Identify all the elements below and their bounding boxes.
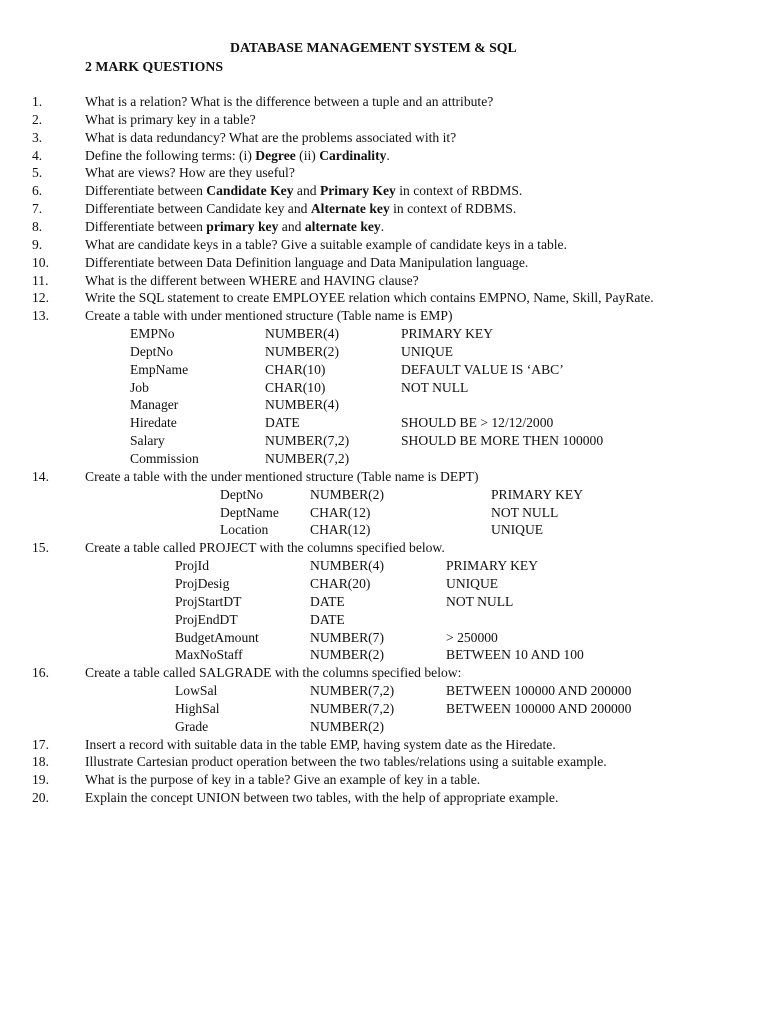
question-number: 20.	[32, 790, 49, 806]
column-name: MaxNoStaff	[175, 647, 243, 663]
text-run: What are views? How are they useful?	[85, 165, 295, 181]
text-run: Create a table called SALGRADE with the columns specified below:	[85, 665, 462, 681]
text-run: Illustrate Cartesian product operation between the two tables/relations using a suitable example.	[85, 754, 607, 770]
question-text	[85, 539, 445, 557]
page-title: DATABASE MANAGEMENT SYSTEM & SQL	[230, 40, 517, 55]
bold-term: alternate key	[304, 218, 381, 234]
text-run: What is data redundancy? What are the problems associated with it?	[85, 129, 457, 145]
question-number: 5.	[32, 165, 43, 181]
column-type: NUMBER(7)	[310, 629, 385, 645]
question-number: 17.	[32, 736, 49, 752]
text-run: What is primary key in a table?	[85, 111, 256, 127]
text-run: What is a relation? What is the difference between a tuple and an attribute?	[85, 94, 494, 109]
column-name: ProjEndDT	[175, 611, 238, 627]
text-run: Create a table with the under mentioned structure (Table name is DEPT)	[85, 468, 479, 484]
column-type: CHAR(20)	[310, 575, 371, 591]
column-name: EmpName	[130, 361, 189, 377]
column-name: Commission	[130, 451, 199, 466]
question-number: 12.	[32, 290, 49, 306]
column-type: DATE	[310, 593, 345, 609]
question-number: 3.	[32, 129, 43, 145]
column-type: NUMBER(2)	[310, 718, 385, 734]
text-run: (ii)	[295, 147, 320, 163]
column-type: NUMBER(4)	[265, 326, 340, 342]
column-constraint: UNIQUE	[491, 522, 544, 538]
column-type: NUMBER(4)	[265, 397, 340, 413]
column-name: LowSal	[175, 683, 218, 699]
text-run: Differentiate between Candidate key and	[85, 201, 311, 217]
column-type: NUMBER(4)	[310, 558, 385, 574]
question-number: 13.	[32, 308, 49, 324]
question-text	[85, 771, 480, 789]
column-constraint: PRIMARY KEY	[491, 486, 584, 502]
question-number: 10.	[32, 254, 49, 270]
question-number: 16.	[32, 665, 49, 681]
text-run: Differentiate between Data Definition language and Data Manipulation language.	[85, 254, 529, 270]
question-text	[85, 664, 461, 682]
column-type: DATE	[310, 611, 345, 627]
question-text	[85, 789, 558, 807]
column-name: DeptName	[220, 504, 279, 520]
question-text	[85, 236, 567, 254]
text-run: .	[380, 218, 385, 234]
text-run: What are candidate keys in a table? Give a suitable example of candidate keys in a table.	[85, 236, 567, 252]
column-name: Job	[130, 379, 149, 395]
bold-term: Cardinality	[319, 147, 387, 163]
text-run: in context of RBDMS.	[395, 183, 523, 199]
column-name: Location	[220, 522, 269, 538]
column-constraint: SHOULD BE > 12/12/2000	[401, 415, 554, 431]
column-name: EMPNo	[130, 326, 175, 342]
column-name: HighSal	[175, 700, 220, 716]
question-text	[85, 111, 256, 129]
bold-term: Primary Key	[319, 183, 396, 199]
question-text	[85, 736, 556, 754]
question-text	[85, 272, 419, 290]
text-run: What is the different between WHERE and HAVING clause?	[85, 272, 419, 288]
text-run: Explain the concept UNION between two tables, with the help of appropriate example.	[85, 790, 559, 806]
question-text	[85, 200, 516, 218]
question-number: 8.	[32, 218, 43, 234]
question-number: 15.	[32, 540, 49, 556]
question-number: 7.	[32, 201, 43, 217]
question-number: 6.	[32, 183, 43, 199]
question-number: 11.	[32, 272, 49, 288]
text-run: Create a table called PROJECT with the columns specified below.	[85, 540, 445, 556]
text-run: Create a table with under mentioned structure (Table name is EMP)	[85, 308, 453, 324]
text-run: in context of RDBMS.	[389, 201, 517, 217]
question-text	[85, 147, 390, 165]
question-number: 9.	[32, 236, 43, 252]
text-run: What is the purpose of key in a table? Give an example of key in a table.	[85, 772, 481, 788]
question-number: 1.	[32, 94, 43, 109]
column-name: Salary	[130, 433, 165, 449]
question-text	[85, 289, 654, 307]
text-run: and	[293, 183, 320, 199]
text-run: and	[278, 218, 305, 234]
column-constraint: PRIMARY KEY	[401, 326, 494, 342]
question-text	[85, 164, 295, 182]
column-constraint: DEFAULT VALUE IS ‘ABC’	[401, 361, 564, 377]
column-constraint: SHOULD BE MORE THEN 100000	[401, 433, 604, 449]
question-number: 4.	[32, 147, 43, 163]
column-constraint: NOT NULL	[401, 379, 469, 395]
column-type: NUMBER(7,2)	[310, 700, 395, 716]
question-text	[85, 254, 528, 272]
bold-term: primary key	[206, 218, 279, 234]
column-constraint: NOT NULL	[491, 504, 559, 520]
column-name: Manager	[130, 397, 179, 413]
question-number: 2.	[32, 111, 43, 127]
question-text	[85, 218, 384, 236]
question-text	[85, 93, 493, 111]
text-run: Define the following terms: (i)	[85, 147, 256, 163]
column-type: CHAR(12)	[310, 504, 371, 520]
text-run: Differentiate between	[85, 183, 207, 199]
bold-term: Degree	[255, 147, 296, 163]
column-constraint: BETWEEN 100000 AND 200000	[446, 683, 632, 699]
question-text	[85, 753, 607, 771]
question-text	[85, 129, 456, 147]
text-run: .	[386, 147, 390, 163]
column-constraint: BETWEEN 100000 AND 200000	[446, 700, 632, 716]
column-name: Grade	[175, 718, 209, 734]
question-number: 19.	[32, 772, 49, 788]
column-type: NUMBER(2)	[310, 486, 385, 502]
column-name: BudgetAmount	[175, 629, 259, 645]
text-run: Write the SQL statement to create EMPLOYEE relation which contains EMPNO, Name, Skill, PayRate.	[85, 290, 654, 306]
column-name: Hiredate	[130, 415, 177, 431]
column-name: DeptNo	[130, 343, 174, 359]
column-type: NUMBER(7,2)	[310, 683, 395, 699]
text-run: Differentiate between	[85, 218, 207, 234]
question-number: 14.	[32, 468, 49, 484]
column-name: ProjId	[175, 558, 209, 574]
column-type: NUMBER(2)	[265, 343, 340, 359]
column-type: CHAR(12)	[310, 522, 371, 538]
bold-term: Alternate key	[310, 201, 390, 217]
text-run: Insert a record with suitable data in the table EMP, having system date as the Hiredate.	[85, 736, 556, 752]
column-type: NUMBER(7,2)	[265, 433, 350, 449]
page-subtitle: 2 MARK QUESTIONS	[85, 59, 223, 74]
column-type: CHAR(10)	[265, 361, 326, 377]
column-name: ProjStartDT	[175, 593, 242, 609]
question-text	[85, 182, 522, 200]
column-constraint: NOT NULL	[446, 593, 514, 609]
column-constraint: > 250000	[446, 629, 498, 645]
question-text	[85, 468, 479, 486]
column-type: DATE	[265, 415, 300, 431]
column-type: NUMBER(2)	[310, 647, 385, 663]
column-constraint: BETWEEN 10 AND 100	[446, 647, 584, 663]
column-name: DeptNo	[220, 486, 264, 502]
bold-term: Candidate Key	[206, 183, 294, 199]
question-number: 18.	[32, 754, 49, 770]
column-type: CHAR(10)	[265, 379, 326, 395]
column-name: ProjDesig	[175, 575, 230, 591]
question-text	[85, 307, 452, 325]
column-constraint: PRIMARY KEY	[446, 558, 539, 574]
column-constraint: UNIQUE	[401, 343, 454, 359]
column-constraint: UNIQUE	[446, 575, 499, 591]
column-type: NUMBER(7,2)	[265, 451, 350, 466]
